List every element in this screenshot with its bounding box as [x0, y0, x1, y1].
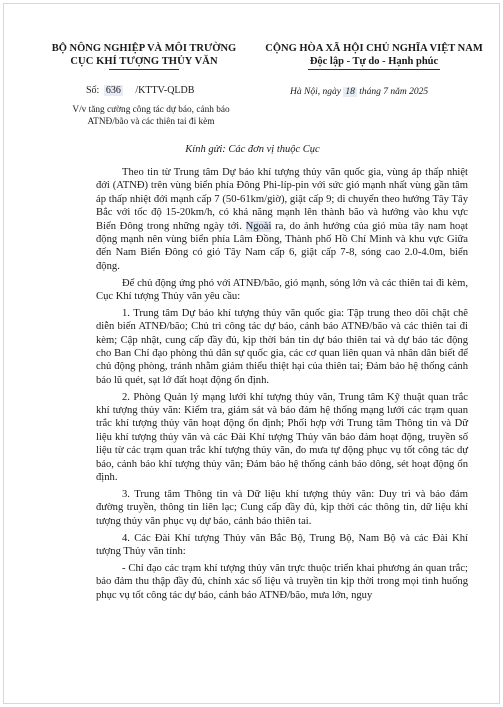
paragraph-item-4: 4. Các Đài Khí tượng Thủy văn Bắc Bộ, Trung Bộ, Nam Bộ và các Đài Khí tượng Thủy văn tỉnh:: [96, 532, 468, 557]
date-year: năm 2025: [390, 87, 429, 97]
document-number: [86, 85, 194, 96]
agency-underline: [109, 69, 179, 70]
paragraph-request: Để chủ động ứng phó với ATNĐ/bão, gió mạnh, sóng lớn và các thiên tai đi kèm, Cục Khí tượng Thủy văn yêu cầu:: [96, 277, 468, 303]
document-date: [290, 87, 428, 97]
doc-number-prefix: Số:: [86, 85, 100, 96]
date-prefix: Hà Nội, ngày: [290, 87, 341, 97]
paragraph-item-4-detail: - Chỉ đạo các trạm khí tượng thủy văn trực thuộc triển khai phương án quan trắc; bảo đảm thu thập đầy đủ, chính xác số liệu và truyền tin kịp thời trong mọi tình huống phục vụ tốt công tác dự báo, cảnh báo ATNĐ/bão, mưa lớn, nguy: [96, 562, 468, 601]
ministry-name: BỘ NÔNG NGHIỆP VÀ MÔI TRƯỜNG: [51, 43, 237, 54]
national-motto: Độc lập - Tự do - Hạnh phúc: [309, 56, 439, 67]
agency-name: CỤC KHÍ TƯỢNG THỦY VĂN: [70, 56, 218, 67]
national-header: [259, 42, 489, 70]
paragraph-item-2: 2. Phòng Quản lý mạng lưới khí tượng thủy văn, Trung tâm Kỹ thuật quan trắc khí tượng thủy văn: Kiểm tra, giám sát và bảo đảm hệ thống mạng lưới các trạm quan trắc khí tượng thủy văn hoạt động ổn định; Phối hợp với Trung tâm Thông tin và Dữ liệu khí tượng thủy văn và các Đài Khí tượng Thủy văn bảo đảm hoạt động, truyền số liệu từ các trạm quan trắc khí tượng thủy văn, đo mưa tự động phục vụ tốt công tác dự báo, cảnh báo khí tượng thủy văn; Đảm bảo hệ thống cảnh báo dông, sét hoạt động ổn định.: [96, 391, 468, 484]
date-month-label: tháng: [359, 87, 381, 97]
subject-line-1: V/v tăng cường công tác dự báo, cảnh báo: [72, 105, 230, 115]
doc-number-value: 636: [105, 85, 121, 96]
issuer-header: [44, 42, 244, 70]
paragraph-item-3: 3. Trung tâm Thông tin và Dữ liệu khí tượng thủy văn: Duy trì và bảo đảm đường truyền, thông tin liên lạc; Cung cấp đầy đủ, kịp thời các thông tin, dữ liệu khí tượng thủy văn phục vụ dự báo, cảnh báo thiên tai.: [96, 488, 468, 527]
nation-name: CỘNG HÒA XÃ HỘI CHỦ NGHĨA VIỆT NAM: [265, 43, 483, 54]
document-page: [3, 3, 500, 704]
motto-underline: [308, 69, 440, 70]
doc-number-suffix: /KTTV-QLDB: [135, 85, 195, 96]
paragraph-item-1: 1. Trung tâm Dự báo khí tượng thủy văn quốc gia: Tập trung theo dõi chặt chẽ diễn biến ATNĐ/bão; Chủ trì công tác dự báo, cảnh báo ATNĐ/bão và các thiên tai đi kèm; Cập nhật, cung cấp đầy đủ, kịp thời bản tin dự báo thiên tai và dự báo tác động cho Ban Chỉ đạo phòng thủ dân sự quốc gia, các cơ quan liên quan và nhân dân biết để chủ động phòng, tránh nhằm giảm thiểu thiệt hại của thiên tai; Đảm bảo hệ thống cảnh báo lũ quét, sạt lở đất hoạt động ổn định.: [96, 307, 468, 386]
date-month: 7: [383, 87, 388, 97]
paragraph-intro-continued: ra, do ảnh hưởng của gió mùa tây nam hoạt động mạnh nên vùng biển phía Lâm Đồng, Thành phố Hồ Chí Minh và khu vực Giữa đến Nam Biển Đông có gió Tây Nam cấp 6, giật cấp 7-8, sóng cao 2.0-4.0m, biển động.: [96, 220, 468, 272]
document-body: [96, 166, 468, 605]
document-subject: [56, 104, 246, 128]
subject-line-2: ATNĐ/bão và các thiên tai đi kèm: [87, 117, 215, 127]
recipient-line: Kính gửi: Các đơn vị thuộc Cục: [185, 144, 320, 155]
paragraph-intro: [96, 166, 468, 273]
paragraph-intro-text: Theo tin từ Trung tâm Dự báo khí tượng thủy văn quốc gia, vùng áp thấp nhiệt đới (ATNĐ) trên vùng biển phía Đông Phi-líp-pin với sức gió mạnh nhất vùng gần tâm áp thấp nhiệt đới mạnh cấp 7 (50-61km/giờ), giật cấp 9; di chuyển theo hướng Tây Tây Bắc với tốc độ 15-20km/h, có khả năng mạnh lên thành bão và hướng vào khu vực Biển Đông trong những ngày tới.: [96, 167, 468, 232]
highlighted-word: Ngoài: [245, 220, 272, 232]
date-day: 18: [345, 87, 355, 97]
